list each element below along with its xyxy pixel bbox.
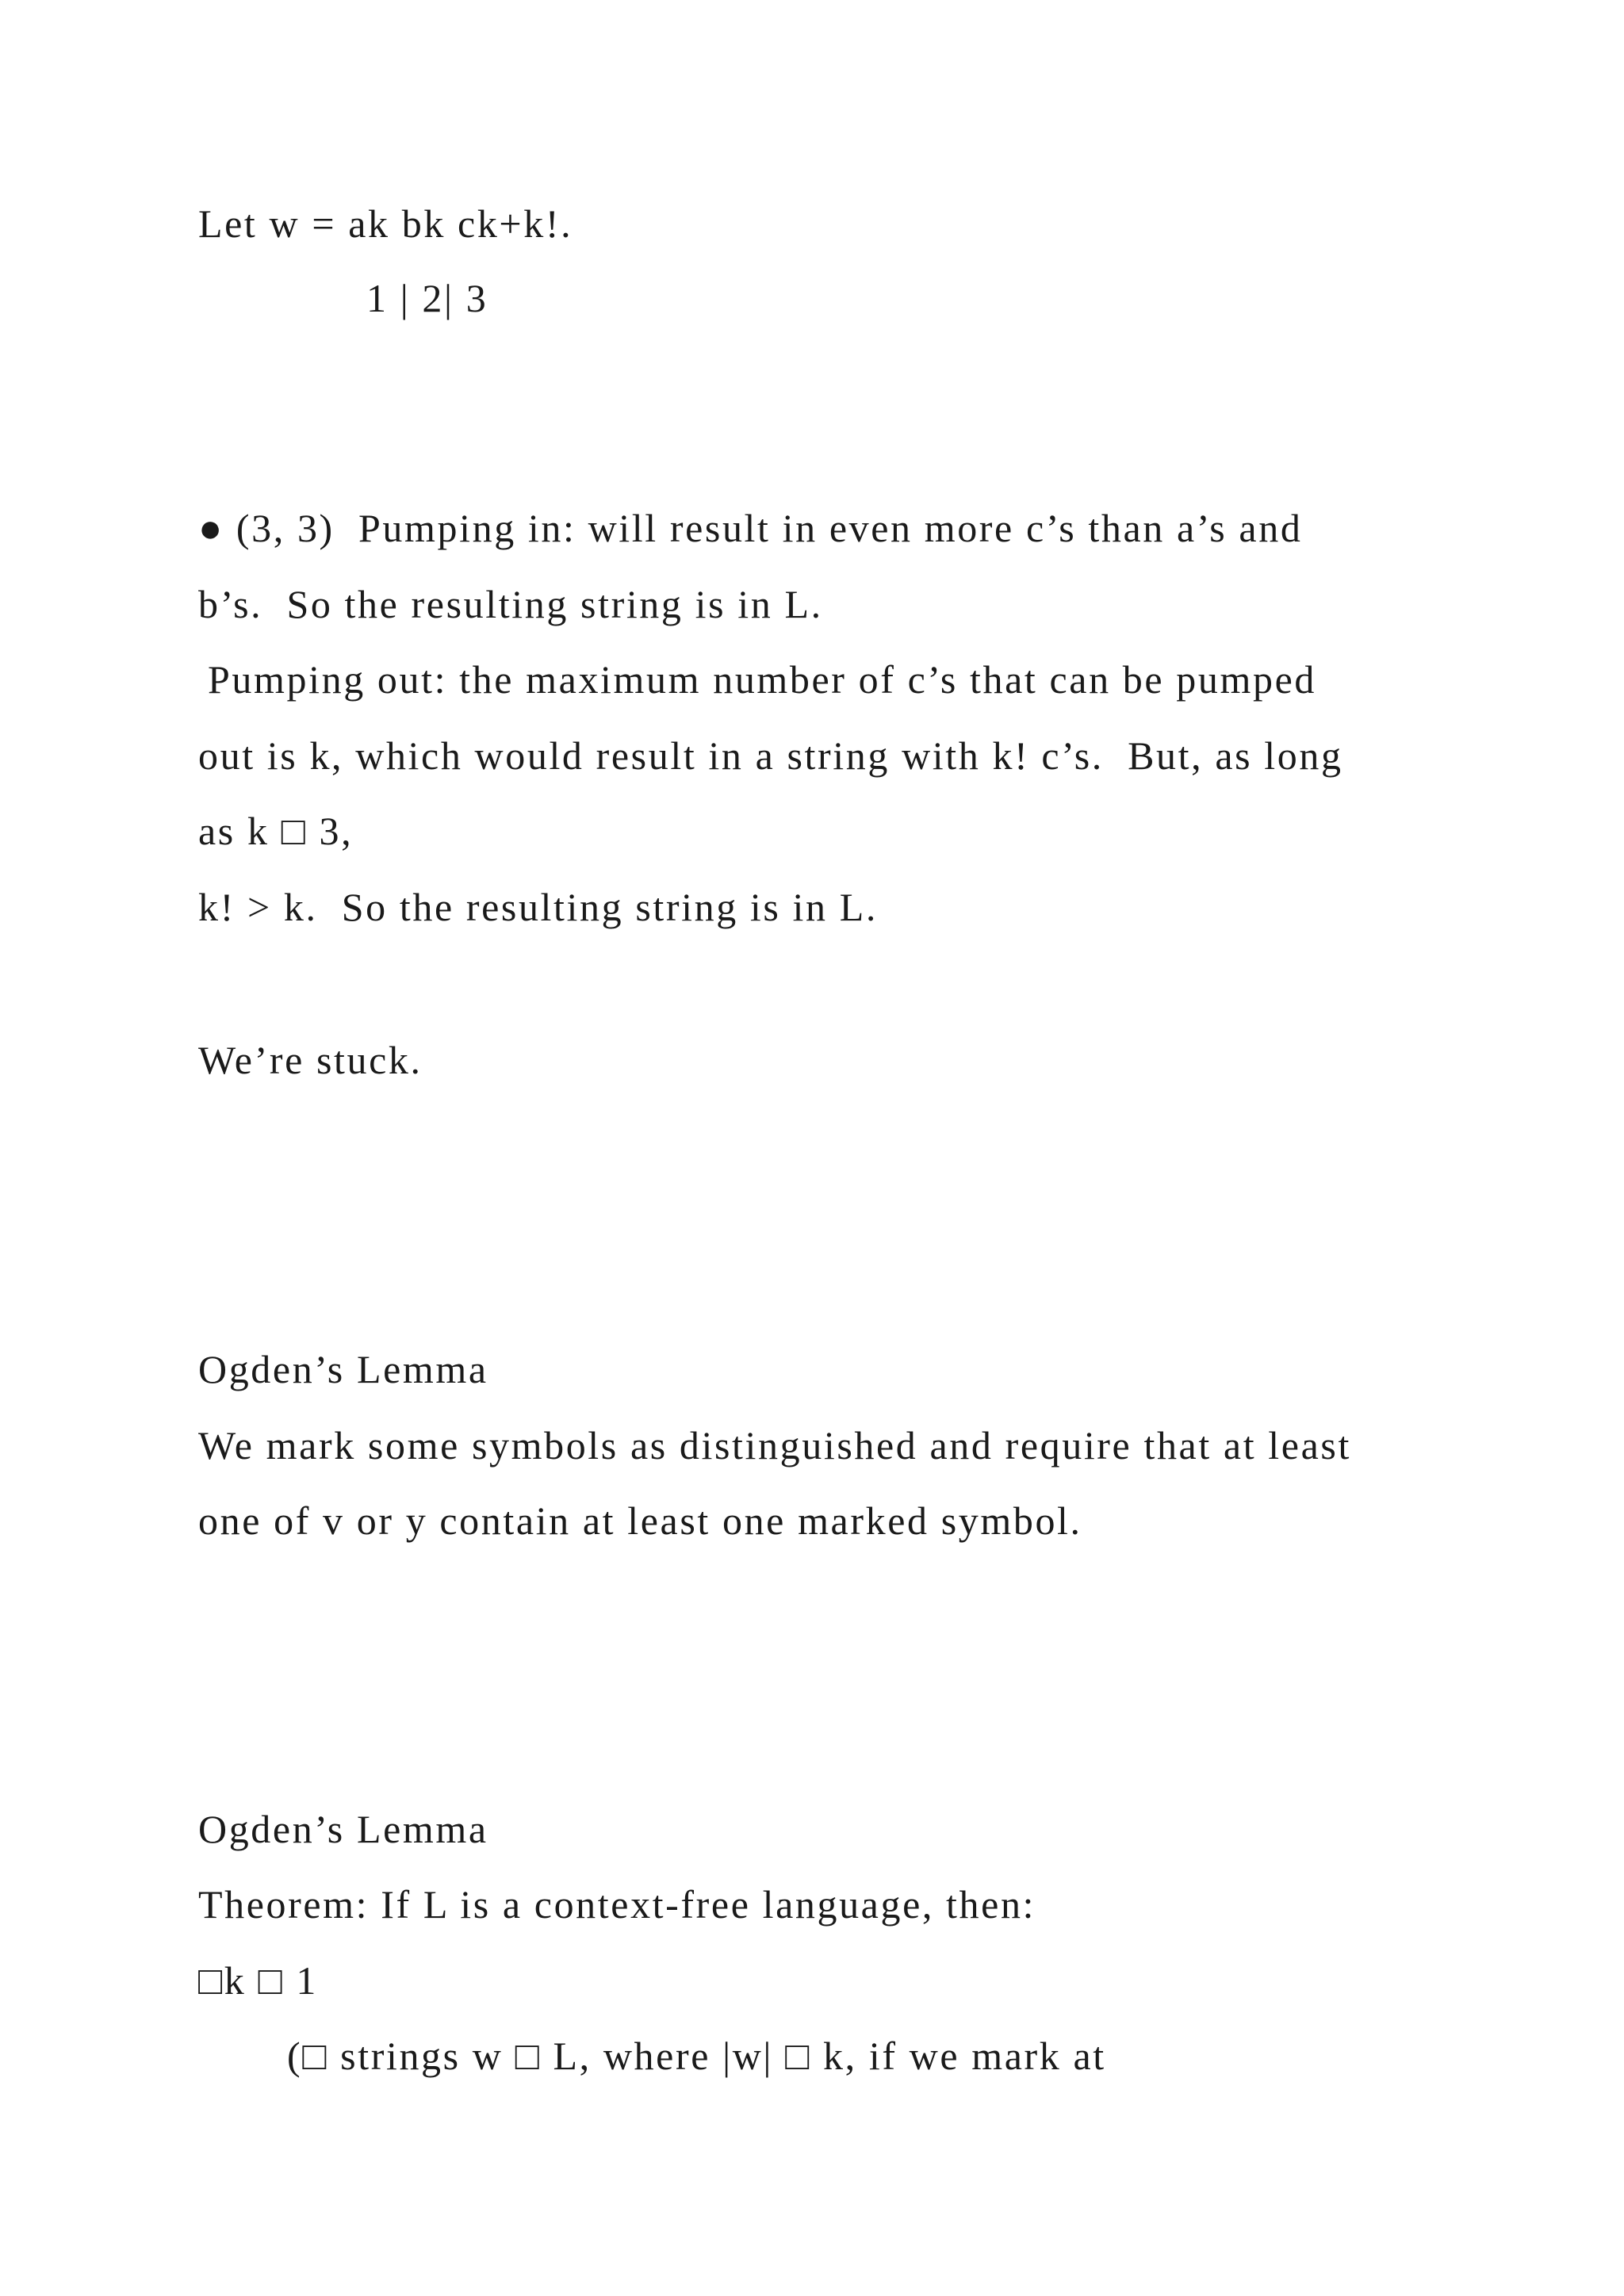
text-line-exists-k: □k □ 1 xyxy=(198,1958,319,2003)
text-line-k-factorial: k! > k. So the resulting string is in L. xyxy=(198,885,878,929)
heading-ogdens-lemma-1: Ogden’s Lemma xyxy=(198,1347,488,1391)
text-line-bs-in-L: b’s. So the resulting string is in L. xyxy=(198,582,823,626)
text-line-out-is-k: out is k, which would result in a string with k! c’s. But, as long xyxy=(198,733,1343,778)
text-line-let-w: Let w = ak bk ck+k!. xyxy=(198,201,573,246)
text-line-v-or-y: one of v or y contain at least one marked symbol. xyxy=(198,1498,1082,1543)
text-line-as-k-3: as k □ 3, xyxy=(198,809,354,853)
text-line-for-all-strings: (□ strings w □ L, where |w| □ k, if we mark at xyxy=(287,2034,1106,2078)
text-line-case-3-3: ● (3, 3) Pumping in: will result in even more c’s than a’s and xyxy=(198,506,1303,550)
text-line-theorem: Theorem: If L is a context-free language, then: xyxy=(198,1882,1036,1927)
text-line-were-stuck: We’re stuck. xyxy=(198,1038,423,1082)
text-line-partition: 1 | 2| 3 xyxy=(366,276,488,320)
text-line-pumping-out: Pumping out: the maximum number of c’s that can be pumped xyxy=(208,657,1316,702)
heading-ogdens-lemma-2: Ogden’s Lemma xyxy=(198,1807,488,1851)
text-line-mark-symbols: We mark some symbols as distinguished and require that at least xyxy=(198,1423,1351,1468)
